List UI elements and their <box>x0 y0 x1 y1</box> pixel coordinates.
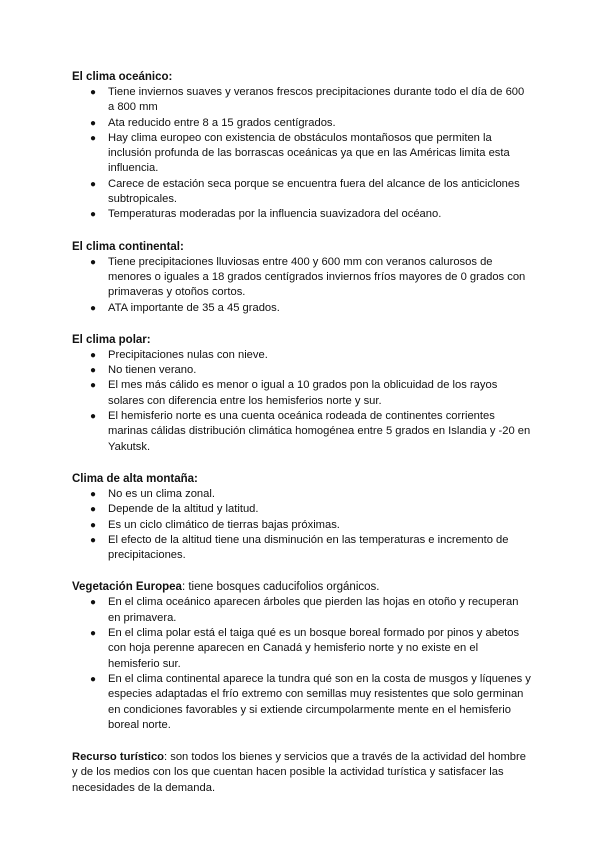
bullet-icon: ● <box>90 504 97 516</box>
section-heading: El clima oceánico: <box>72 71 173 83</box>
list-item: ● Precipitaciones nulas con nieve. <box>72 348 532 363</box>
bullet-icon: ● <box>90 365 97 377</box>
list-item: ● Ata reducido entre 8 a 15 grados centígrados. <box>72 116 532 131</box>
bullet-icon: ● <box>90 411 97 423</box>
section-heading: Clima de alta montaña: <box>72 472 198 485</box>
section-heading: El clima continental: <box>72 240 184 253</box>
bullet-icon: ● <box>90 256 97 268</box>
bullet-list <box>72 255 532 316</box>
list-item: ● Carece de estación seca porque se encuentra fuera del alcance de los anticiclones subtropicales. <box>90 177 520 206</box>
section-clima-continental <box>72 240 532 316</box>
bullet-list <box>72 85 532 223</box>
section-clima-alta-montana <box>72 472 532 563</box>
list-item: ● Es un ciclo climático de tierras bajas próximas. <box>72 518 532 533</box>
section-heading: El clima polar: <box>72 333 151 346</box>
bullet-icon: ● <box>90 178 97 190</box>
section-intro-text: : tiene bosques caducifolios orgánicos. <box>181 581 380 594</box>
list-item: ● Hay clima europeo con existencia de obstáculos montañosos que permiten la inclusión profunda de las borrascas oceánicas ya que en las Américas limita esta influencia. <box>90 131 510 175</box>
list-item: ● El efecto de la altitud tiene una disminución en las temperaturas e incremento de precipitaciones. <box>90 533 509 562</box>
section-heading: Vegetación Europea <box>72 581 182 594</box>
list-item: ● Tiene inviernos suaves y veranos frescos precipitaciones durante todo el día de 600 a 800 mm <box>90 86 525 114</box>
bullet-icon: ● <box>90 597 97 609</box>
list-item: ● En el clima continental aparece la tundra qué son en la costa de musgos y líquenes y especies adaptadas el frío extremo con semillas muy resistentes que solo germinan en condiciones favorables y si extiende circumpolarmente mente en el hemisferio boreal norte. <box>90 672 531 731</box>
bullet-list <box>72 487 532 563</box>
paragraph-text: : son todos los bienes y servicios que a través de la actividad del hombre y de los medios con los que cuentan hacen posible la actividad turística y satisfacer las necesidades de la demanda. <box>72 751 526 794</box>
section-clima-polar <box>72 333 532 455</box>
bullet-icon: ● <box>90 488 97 500</box>
bullet-list <box>72 595 532 733</box>
bullet-icon: ● <box>90 534 97 546</box>
list-item: ● El mes más cálido es menor o igual a 10 grados pon la oblicuidad de los rayos solares con diferencia entre los hemisferios norte y sur. <box>90 379 498 407</box>
list-item: ● No tienen verano. <box>72 363 532 378</box>
bullet-icon: ● <box>90 673 97 685</box>
section-intro <box>72 580 532 595</box>
bullet-icon: ● <box>90 132 97 144</box>
bullet-icon: ● <box>90 628 97 640</box>
paragraph-term: Recurso turístico <box>72 751 165 764</box>
bullet-icon: ● <box>90 519 97 531</box>
list-item: ● ATA importante de 35 a 45 grados. <box>72 301 532 316</box>
list-item: ● En el clima oceánico aparecen árboles que pierden las hojas en otoño y recuperan en primavera. <box>90 596 519 624</box>
bullet-icon: ● <box>90 349 97 361</box>
section-clima-oceanico <box>72 70 532 223</box>
document-page <box>72 70 532 796</box>
recurso-turistico-paragraph <box>72 750 532 796</box>
bullet-icon: ● <box>90 302 97 314</box>
section-vegetacion-europea <box>72 580 532 733</box>
list-item: ● El hemisferio norte es una cuenta oceánica rodeada de continentes corrientes marinas cálidas distribución climática homogénea entre 5 grados en Islandia y -20 en Yakutsk. <box>90 410 531 453</box>
bullet-icon: ● <box>90 87 97 98</box>
bullet-list <box>72 348 532 455</box>
bullet-icon: ● <box>90 209 97 221</box>
bullet-icon: ● <box>90 380 97 392</box>
list-item: ● Tiene precipitaciones lluviosas entre 400 y 600 mm con veranos calurosos de menores o iguales a 18 grados centígrados inviernos fríos mayores de 0 grados con primaveras y otoños cortos. <box>90 255 526 299</box>
list-item: ● Temperaturas moderadas por la influencia suavizadora del océano. <box>72 207 532 222</box>
list-item: ● No es un clima zonal. <box>72 487 532 502</box>
bullet-icon: ● <box>90 117 97 129</box>
list-item: ● Depende de la altitud y latitud. <box>72 502 532 517</box>
list-item: ● En el clima polar está el taiga qué es un bosque boreal formado por pinos y abetos con hoja perenne aparecen en Canadá y hemisferio norte y no existe en el hemisferio sur. <box>90 627 520 670</box>
